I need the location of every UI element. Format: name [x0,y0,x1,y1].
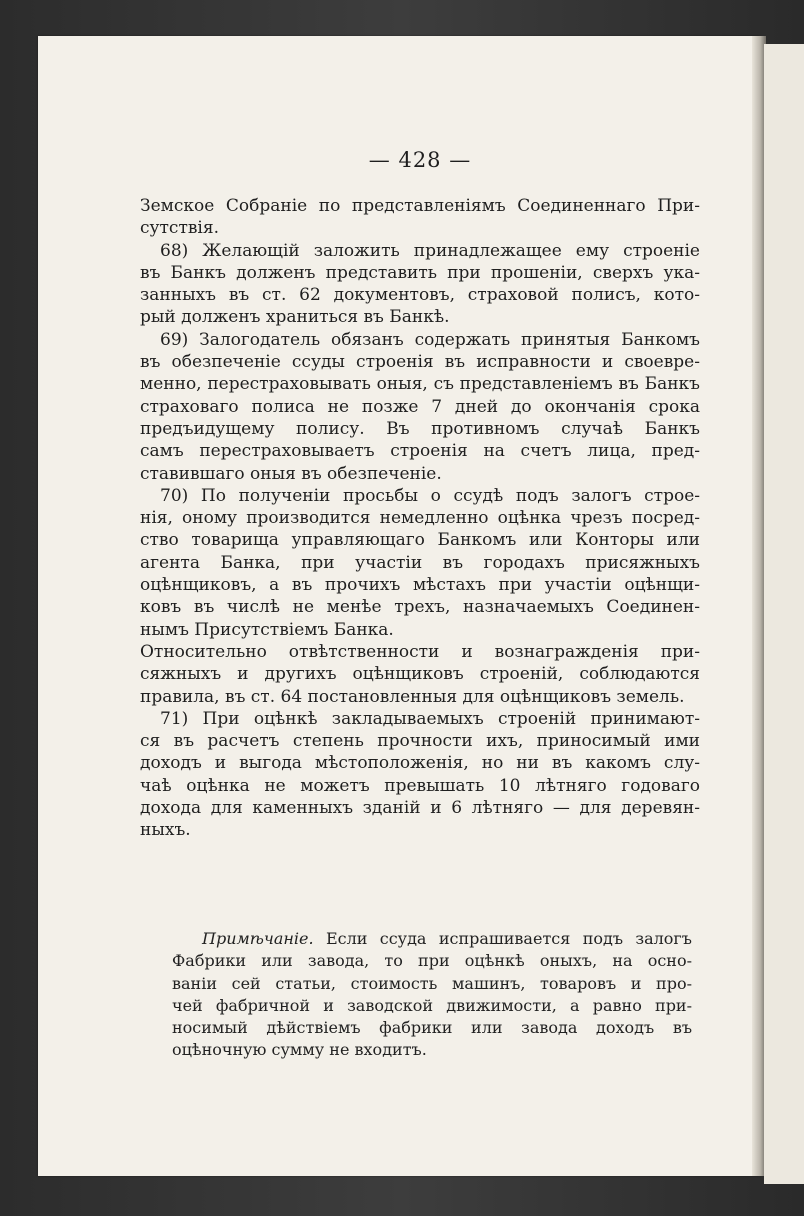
text-line: агента Банка, при участіи въ городахъ присяжныхъ [140,552,700,573]
text-line: 70) По полученіи просьбы о ссудѣ подъ залогъ строе- [160,485,700,506]
note-last-line: оцѣночную сумму не входитъ. [172,1040,427,1060]
text-line: въ Банкъ долженъ представить при прошеніи, сверхъ ука- [140,262,700,283]
text-line: нымъ Присутствіемъ Банка. [140,619,394,640]
adjacent-page-edge [764,44,804,1184]
note-line: ваніи сей статьи, стоимость машинъ, товаровъ и про- [172,973,692,993]
page-number: — 428 — [368,148,472,172]
text-line: самъ перестраховываетъ строенія на счетъ лица, пред- [140,441,700,462]
text-line: ставившаго оныя въ обезпеченіе. [140,463,442,484]
text-line: сутствія. [140,218,219,239]
text-line: дохода для каменныхъ зданій и 6 лѣтняго — для деревян- [140,798,700,819]
text-line: ство товарища управляющаго Банкомъ или Конторы или [140,530,700,551]
body-text [140,195,700,842]
text-line: оцѣнщиковъ, а въ прочихъ мѣстахъ при участіи оцѣнщи- [140,575,700,596]
text-line: Земское Собраніе по представленіямъ Соединеннаго При- [140,196,700,216]
text-line: чаѣ оцѣнка не можетъ превышать 10 лѣтняго годоваго [140,775,700,796]
text-line: ковъ въ числѣ не менѣе трехъ, назначаемыхъ Соединен- [140,597,700,618]
note-first-line [172,928,692,950]
text-line: доходъ и выгода мѣстоположенія, но ни въ какомъ слу- [140,753,700,774]
note-line: чей фабричной и заводской движимости, а равно при- [172,995,692,1015]
text-line: 69) Залогодатель обязанъ содержать принятыя Банкомъ [160,329,700,350]
text-line: 71) При оцѣнкѣ закладываемыхъ строеній принимают- [160,708,700,729]
text-line: сяжныхъ и другихъ оцѣнщиковъ строеній, соблюдаются [140,664,700,685]
footnote-block [172,928,692,1062]
text-line: Относительно отвѣтственности и вознагражденія при- [140,641,700,662]
text-line: 68) Желающій заложить принадлежащее ему строеніе [160,240,700,261]
note-label: Примѣчаніе. [202,929,314,948]
text-line: предъидущему полису. Въ противномъ случаѣ Банкъ [140,418,700,439]
text-line: правила, въ ст. 64 постановленныя для оцѣнщиковъ земель. [140,686,685,707]
text-line: въ обезпеченіе ссуды строенія въ исправности и своевре- [140,352,700,373]
text-line: занныхъ въ ст. 62 документовъ, страховой полисъ, кото- [140,285,700,306]
text-line: рый долженъ храниться въ Банкѣ. [140,307,450,328]
text-line: менно, перестраховывать оныя, съ представленіемъ въ Банкъ [140,374,700,395]
text-line: ныхъ. [140,820,191,841]
text-line: страховаго полиса не позже 7 дней до окончанія срока [140,396,700,417]
text-line: ся въ расчетъ степень прочности ихъ, приносимый ими [140,731,700,752]
note-line: носимый дѣйствіемъ фабрики или завода доходъ въ [172,1018,692,1038]
note-first-line-text: Если ссуда испрашивается подъ залогъ [325,929,692,948]
note-line: Фабрики или завода, то при оцѣнкѣ оныхъ, на осно- [172,951,692,971]
text-line: нія, оному производится немедленно оцѣнка чрезъ посред- [140,508,700,529]
